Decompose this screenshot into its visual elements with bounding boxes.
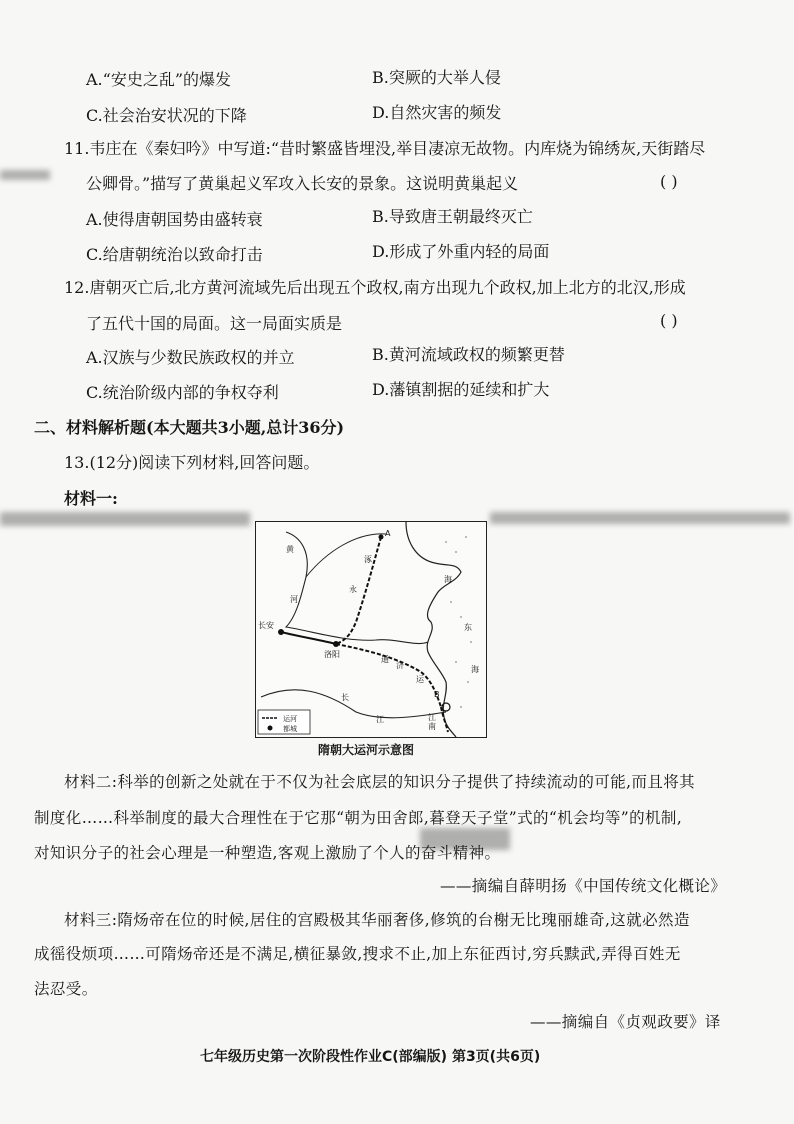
map-caption: 隋朝大运河示意图 [318, 743, 415, 757]
map-label-changan: 长安 [258, 621, 274, 630]
map-label-chang: 长 [341, 693, 349, 702]
legend-capital-dot [268, 726, 273, 731]
legend-canal-label: 运河 [283, 715, 297, 723]
q11-answer-paren: ( ) [660, 172, 678, 191]
scan-smudge-band [0, 512, 250, 526]
q12-stem-line2: 了五代十国的局面。这一局面实质是 [86, 314, 343, 333]
material1-label: 材料一: [64, 489, 118, 508]
grand-canal-map [255, 521, 487, 738]
material2-line1: 材料二:科举的创新之处就在于不仅为社会底层的知识分子提供了持续流动的可能,而且将其 [64, 773, 696, 791]
yellow-river-north-bend [306, 534, 386, 577]
point-a-marker [379, 535, 384, 540]
map-label-nan: 南 [428, 722, 436, 731]
map-label-jiang2: 江 [428, 713, 436, 722]
map-label-tong: 通 [381, 655, 389, 664]
q11-option-c: C.给唐朝统治以致命打击 [86, 245, 263, 264]
q10-option-b: B.突厥的大举人侵 [372, 68, 501, 87]
yongji-canal [336, 537, 381, 644]
map-label-hai-bohai: 海 [444, 575, 452, 584]
q11-stem-line2: 公卿骨。”描写了黄巢起义军攻入长安的景象。这说明黄巢起义 [86, 174, 519, 193]
q11-option-d: D.形成了外重内轻的局面 [372, 242, 550, 261]
map-label-b: B [434, 690, 440, 699]
map-drawing [256, 522, 486, 737]
yellow-river [286, 532, 428, 644]
q13-stem: 13.(12分)阅读下列材料,回答问题。 [64, 453, 320, 472]
q11-stem-line1: 11.韦庄在《秦妇吟》中写道:“昔时繁盛皆埋没,举目凄凉无故物。内库烧为锦绣灰,天街踏尽 [64, 139, 706, 158]
map-label-huang: 黄 [286, 545, 294, 554]
q10-option-a: A.“安史之乱”的爆发 [86, 70, 232, 89]
page-footer: 七年级历史第一次阶段性作业C(部编版) 第3页(共6页) [200, 1049, 541, 1065]
sea-shading [445, 536, 472, 708]
luoyang-marker [333, 641, 339, 647]
map-label-ji: 济 [396, 661, 404, 670]
map-label-jiang: 江 [376, 715, 384, 724]
q12-option-b: B.黄河流域政权的频繁更替 [372, 345, 565, 364]
map-label-dong: 东 [464, 623, 472, 632]
q12-option-d: D.藩镇割据的延续和扩大 [372, 380, 550, 399]
material3-source: ——摘编自《贞观政要》译 [530, 1013, 721, 1031]
map-label-a: A [385, 529, 391, 538]
scan-smudge-left [0, 170, 50, 180]
map-label-hai-east: 海 [471, 665, 479, 674]
guangtong-canal [281, 632, 336, 644]
map-label-he: 河 [290, 595, 298, 604]
material3-line3: 法忍受。 [34, 980, 98, 998]
map-label-zhuo: 涿 [364, 555, 372, 564]
tongji-canal [336, 644, 441, 707]
material3-line1: 材料三:隋炀帝在位的时候,居住的宫殿极其华丽奢侈,修筑的台榭无比瑰丽雄奇,这就必然造 [64, 911, 690, 929]
q10-option-d: D.自然灾害的频发 [372, 103, 502, 122]
material3-line2: 成徭役烦项……可隋炀帝还是不满足,横征暴敛,搜求不止,加上东征西讨,穷兵黩武,弄得百姓无 [34, 945, 681, 963]
q10-option-c: C.社会治安状况的下降 [86, 106, 247, 125]
material2-source: ——摘编自薛明扬《中国传统文化概论》 [440, 877, 727, 895]
coastline [406, 522, 461, 737]
q12-answer-paren: ( ) [660, 311, 678, 330]
legend-capital-label: 都城 [283, 725, 297, 733]
changan-marker [278, 629, 284, 635]
material2-line3: 对知识分子的社会心理是一种塑造,客观上激励了个人的奋斗精神。 [34, 844, 501, 862]
section2-heading: 二、材料解析题(本大题共3小题,总计36分) [34, 418, 345, 437]
q11-option-b: B.导致唐王朝最终灭亡 [372, 207, 533, 226]
map-label-yun: 运 [416, 675, 424, 684]
material2-line2: 制度化……科举制度的最大合理性在于它那“朝为田舍郎,暮登天子堂”式的“机会均等”的机制, [34, 809, 683, 827]
q11-option-a: A.使得唐朝国势由盛转衰 [86, 210, 263, 229]
map-label-yong: 永 [349, 585, 357, 594]
q12-option-a: A.汉族与少数民族政权的并立 [86, 348, 295, 367]
q12-stem-line1: 12.唐朝灭亡后,北方黄河流域先后出现五个政权,南方出现九个政权,加上北方的北汉,形成 [64, 278, 686, 297]
scan-smudge-right [490, 512, 790, 524]
q12-option-c: C.统治阶级内部的争权夺利 [86, 383, 279, 402]
map-label-luoyang: 洛阳 [324, 650, 340, 659]
